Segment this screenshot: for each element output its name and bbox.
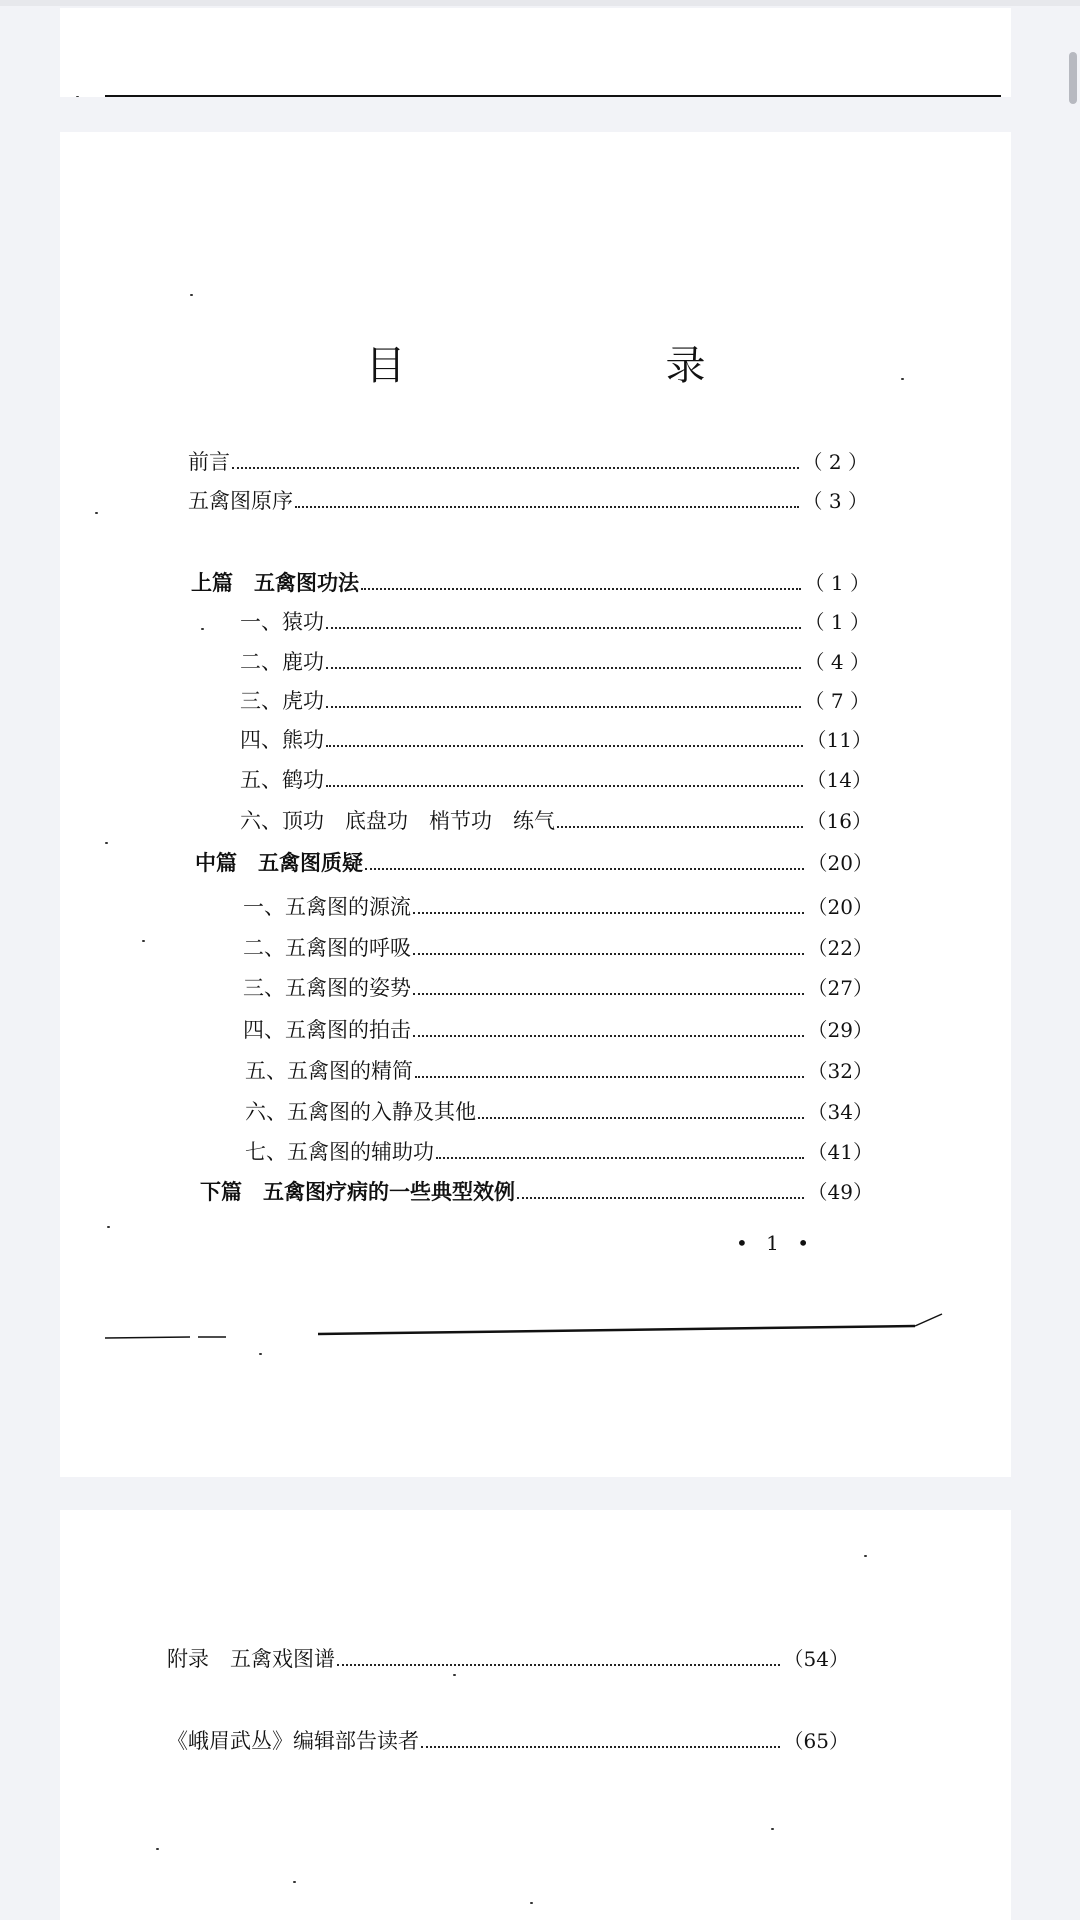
scrollbar-thumb[interactable]: [1069, 52, 1077, 104]
dot-leader: [326, 784, 803, 787]
toc-entry-label: 七、五禽图的辅助功: [245, 1140, 434, 1164]
scan-speck: [105, 842, 108, 844]
toc-entry-label: 附录 五禽戏图谱: [167, 1647, 335, 1671]
dot-leader: [415, 1075, 804, 1078]
scan-speck: [771, 1828, 774, 1830]
toc-entry-original-preface[interactable]: [188, 486, 868, 516]
toc-entry[interactable]: [240, 647, 870, 677]
dot-leader: [337, 1663, 780, 1666]
scan-speck: [76, 96, 79, 97]
toc-entry[interactable]: [240, 765, 872, 795]
toc-entry-page: （ 7 ）: [804, 689, 870, 713]
toc-entry[interactable]: [245, 1056, 873, 1086]
toc-entry-page: （22）: [807, 936, 873, 960]
toc-entry-page: （20）: [807, 895, 873, 919]
toc-entry-label: 三、五禽图的姿势: [243, 976, 411, 1000]
toc-part-3-heading[interactable]: [200, 1177, 873, 1207]
toc-entry-editorial-note[interactable]: [167, 1726, 849, 1756]
toc-page: [60, 132, 1011, 1477]
toc-entry-page: （11）: [806, 728, 872, 752]
toc-entry-label: 一、五禽图的源流: [243, 895, 411, 919]
toc-entry-label: 五禽图原序: [188, 489, 293, 513]
scan-speck: [156, 1848, 159, 1850]
toc-entry-label: 下篇 五禽图疗病的一些典型效例: [200, 1179, 515, 1204]
scan-speck: [107, 1226, 110, 1228]
toc-entry-label: 三、虎功: [240, 689, 324, 713]
toc-entry-page: （ 4 ）: [804, 650, 870, 674]
dot-leader: [326, 666, 801, 669]
toc-entry-page: （34）: [807, 1100, 873, 1124]
dot-leader: [557, 825, 803, 828]
toc-part-2-heading[interactable]: [195, 848, 873, 878]
scan-speck: [201, 628, 204, 630]
toc-entry-page: （ 1 ）: [804, 610, 870, 634]
toc-entry[interactable]: [240, 607, 870, 637]
toc-entry-label: 五、五禽图的精简: [245, 1059, 413, 1083]
toc-entry[interactable]: [243, 1015, 873, 1045]
toc-entry-page: （29）: [807, 1018, 873, 1042]
dot-leader: [413, 952, 804, 955]
toc-entry-label: 一、猿功: [240, 610, 324, 634]
toc-entry-label: 《峨眉武丛》编辑部告读者: [167, 1729, 419, 1753]
toc-entry-label: 四、熊功: [240, 728, 324, 752]
toc-entry-page: （ 2 ）: [802, 450, 868, 474]
dot-leader: [413, 992, 804, 995]
dot-leader: [365, 867, 804, 870]
scan-speck: [453, 1674, 456, 1676]
next-page: [60, 1510, 1011, 1920]
toc-entry-page: （54）: [783, 1647, 849, 1671]
top-strip: [0, 0, 1080, 6]
toc-entry[interactable]: [243, 933, 873, 963]
page-number: • 1 •: [736, 1231, 816, 1255]
scan-speck: [293, 1881, 296, 1883]
dot-leader: [436, 1156, 804, 1159]
dot-leader: [326, 626, 801, 629]
scan-speck: [864, 1555, 867, 1557]
toc-entry-page: （ 1 ）: [804, 571, 870, 595]
page-bottom-rule: [105, 95, 1001, 97]
dot-leader: [517, 1196, 804, 1199]
toc-title: 目 录: [365, 343, 766, 389]
toc-entry-label: 二、五禽图的呼吸: [243, 936, 411, 960]
dot-leader: [295, 505, 799, 508]
toc-entry-label: 六、顶功 底盘功 梢节功 练气: [240, 809, 555, 833]
toc-entry[interactable]: [240, 725, 872, 755]
toc-entry[interactable]: [245, 1097, 873, 1127]
toc-entry-label: 前言: [188, 450, 230, 474]
toc-entry-page: （14）: [806, 768, 872, 792]
scan-speck: [259, 1353, 262, 1355]
toc-part-1-heading[interactable]: [191, 568, 870, 598]
toc-entry-label: 四、五禽图的拍击: [243, 1018, 411, 1042]
scan-speck: [190, 294, 193, 296]
dot-leader: [478, 1116, 804, 1119]
dot-leader: [413, 911, 804, 914]
toc-entry-label: 二、鹿功: [240, 650, 324, 674]
toc-entry-label: 五、鹤功: [240, 768, 324, 792]
toc-entry[interactable]: [243, 892, 873, 922]
scan-speck: [95, 512, 98, 514]
scan-speck: [901, 378, 904, 380]
dot-leader: [421, 1745, 780, 1748]
toc-entry-appendix[interactable]: [167, 1644, 849, 1674]
toc-entry-label: 上篇 五禽图功法: [191, 570, 359, 595]
toc-entry-label: 六、五禽图的入静及其他: [245, 1100, 476, 1124]
toc-entry[interactable]: [240, 686, 870, 716]
toc-entry-page: （49）: [807, 1180, 873, 1204]
dot-leader: [361, 587, 801, 590]
toc-entry-preface[interactable]: [188, 447, 868, 477]
toc-entry[interactable]: [243, 973, 873, 1003]
toc-entry-page: （32）: [807, 1059, 873, 1083]
dot-leader: [413, 1034, 804, 1037]
toc-entry-label: 中篇 五禽图质疑: [195, 850, 363, 875]
dot-leader: [232, 466, 799, 469]
page-bottom-rule: [60, 1312, 1011, 1352]
toc-entry-page: （41）: [807, 1140, 873, 1164]
toc-entry-page: （65）: [783, 1729, 849, 1753]
toc-entry-page: （ 3 ）: [802, 489, 868, 513]
scan-speck: [530, 1902, 533, 1904]
vertical-scrollbar[interactable]: [1066, 0, 1080, 1920]
toc-entry[interactable]: [240, 806, 872, 836]
dot-leader: [326, 744, 803, 747]
dot-leader: [326, 705, 801, 708]
previous-page: [60, 8, 1011, 97]
toc-entry[interactable]: [245, 1137, 873, 1167]
toc-entry-page: （27）: [807, 976, 873, 1000]
scan-speck: [142, 940, 145, 942]
toc-entry-page: （16）: [806, 809, 872, 833]
toc-entry-page: （20）: [807, 851, 873, 875]
